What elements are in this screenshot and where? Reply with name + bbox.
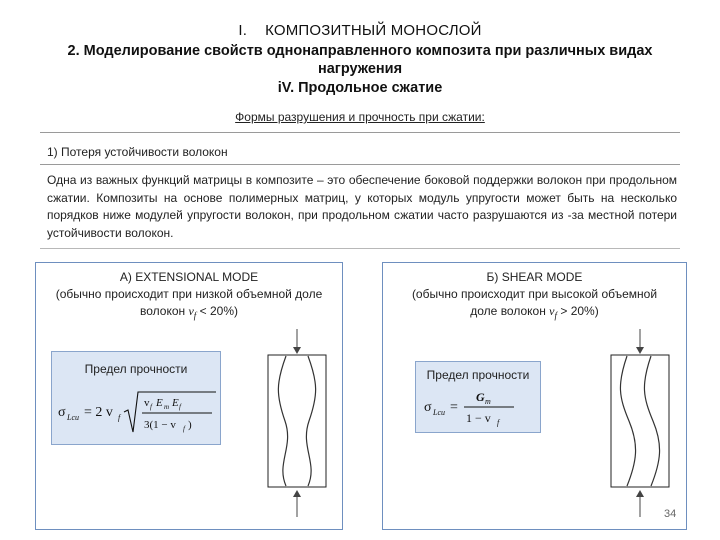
shear-strength-formula (422, 386, 538, 430)
page-number: 34 (664, 508, 677, 520)
svg-text:): ) (188, 419, 192, 431)
list-item-1: 1) Потеря устойчивости волокон (47, 145, 228, 159)
section-number: I. (238, 22, 248, 39)
part-title: iV. Продольное сжатие (277, 80, 443, 96)
svg-text:σ: σ (424, 400, 432, 415)
mid-divider (40, 164, 680, 165)
svg-text:G: G (476, 390, 485, 404)
panel-title-line2: (обычно происходит при высокой объемной (411, 287, 658, 301)
section-heading (0, 22, 720, 39)
svg-text:f: f (497, 418, 500, 427)
svg-text:1 − v: 1 − v (466, 411, 491, 425)
body-paragraph: Одна из важных функций матрицы в композите – это обеспечение боковой поддержки волокон при продольном сжатии. Композиты на основе полимерных матриц, у которых модуль упругости может быть на несколько порядков ниже модулей упругости волокон, при продольном сжатии часто разрушаются из -за местной потери устойчивости волокон. (47, 173, 677, 240)
svg-text:E: E (156, 397, 163, 409)
svg-text:f: f (118, 413, 121, 422)
svg-text:σ: σ (58, 405, 66, 420)
strength-label: Предел прочности (84, 362, 188, 376)
svg-text:m: m (485, 397, 491, 406)
svg-text:v: v (144, 397, 150, 409)
panel-title-line1: Б) SHEAR MODE (486, 270, 583, 284)
svg-text:=: = (450, 400, 458, 415)
extensional-strength-formula (56, 386, 220, 442)
panel-title-line3: доле волокон $v_f > 20\%$) (470, 304, 599, 321)
extensional-mode-panel (35, 262, 343, 530)
svg-text:E: E (172, 397, 179, 409)
section-title: КОМПОЗИТНЫЙ МОНОСЛОЙ (265, 22, 482, 39)
lower-divider (40, 248, 680, 249)
extensional-strength-box (51, 351, 221, 445)
svg-text:Lcu: Lcu (67, 413, 79, 422)
top-divider (40, 132, 680, 133)
svg-text:= 2 v: = 2 v (84, 405, 113, 420)
svg-text:f: f (150, 403, 152, 411)
shear-strength-box (415, 361, 541, 433)
svg-text:f: f (183, 425, 185, 433)
svg-text:3(1 − v: 3(1 − v (144, 419, 176, 431)
strength-label: Предел прочности (426, 368, 530, 382)
extensional-mode-title (36, 269, 342, 324)
underlined-heading: Формы разрушения и прочность при сжатии: (235, 110, 485, 124)
shear-mode-diagram (605, 323, 675, 523)
svg-text:m: m (164, 403, 170, 411)
shear-mode-panel (382, 262, 687, 530)
slide-subtitle: 2. Моделирование свойств однонаправленного композита при различных видах нагружения (67, 43, 653, 77)
extensional-mode-diagram (262, 323, 332, 523)
svg-text:f: f (179, 403, 181, 411)
svg-text:Lcu: Lcu (433, 408, 445, 417)
panel-title-line3: волокон $v_f < 20\%$) (139, 304, 239, 321)
panel-title-line2: (обычно происходит при низкой объемной доле (55, 287, 323, 301)
panel-title-line1: А) EXTENSIONAL MODE (119, 270, 259, 284)
shear-mode-title (383, 269, 686, 324)
